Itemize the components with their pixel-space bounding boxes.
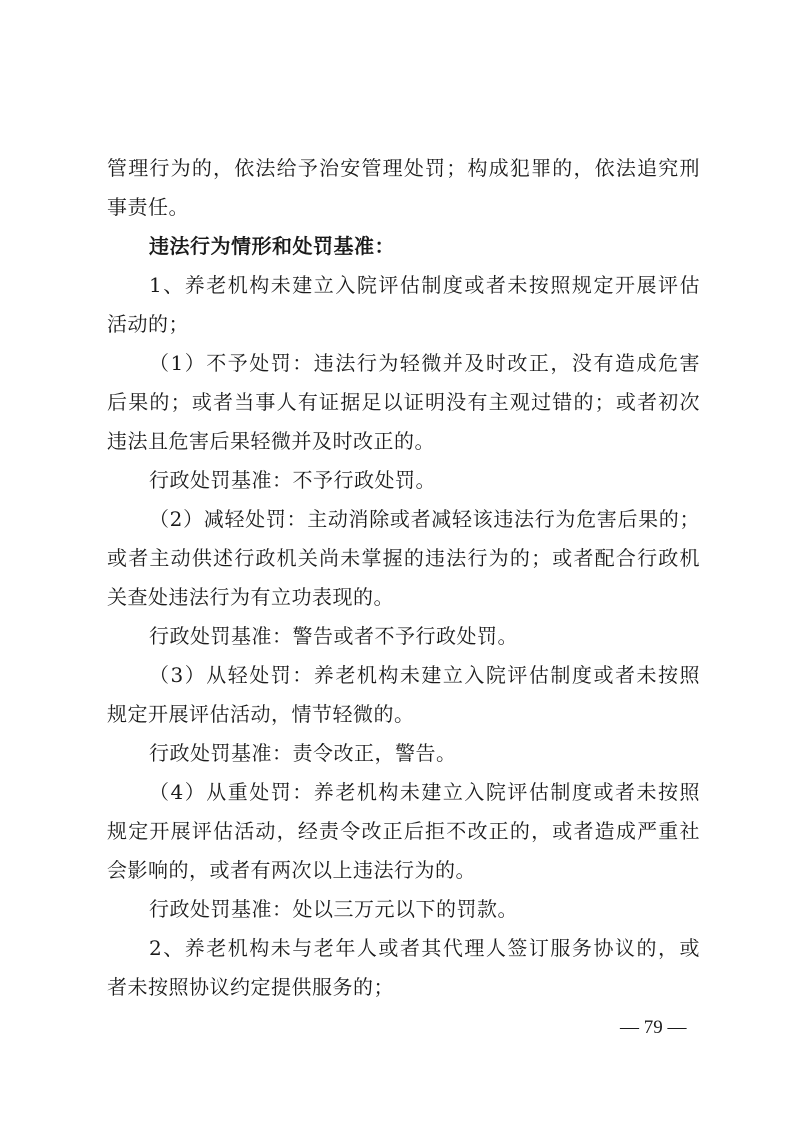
body-text-line: 事责任。 bbox=[107, 195, 189, 219]
body-text-line: 管理行为的，依法给予治安管理处罚；构成犯罪的，依法追究刑 bbox=[107, 156, 700, 180]
item-2-line: 者未按照协议约定提供服务的； bbox=[107, 975, 394, 999]
item-1-line: 活动的； bbox=[107, 312, 189, 336]
item-2-line: 2、养老机构未与老年人或者其代理人签订服务协议的，或 bbox=[149, 936, 700, 960]
clause-1-line: 违法且危害后果轻微并及时改正的。 bbox=[107, 429, 435, 453]
clause-4-line: （4）从重处罚：养老机构未建立入院评估制度或者未按照 bbox=[149, 780, 700, 804]
clause-2-line: 或者主动供述行政机关尚未掌握的违法行为的；或者配合行政机 bbox=[107, 546, 700, 570]
clause-3-line: 规定开展评估活动，情节轻微的。 bbox=[107, 702, 415, 726]
clause-1-line: 后果的；或者当事人有证据足以证明没有主观过错的；或者初次 bbox=[107, 390, 700, 414]
page-number: — 79 — bbox=[620, 1017, 687, 1038]
section-heading: 违法行为情形和处罚基准： bbox=[149, 234, 395, 258]
clause-2-line: 关查处违法行为有立功表现的。 bbox=[107, 585, 394, 609]
clause-4-line: 规定开展评估活动，经责令改正后拒不改正的，或者造成严重社 bbox=[107, 819, 700, 843]
penalty-standard: 行政处罚基准：警告或者不予行政处罚。 bbox=[149, 624, 518, 648]
penalty-standard: 行政处罚基准：处以三万元以下的罚款。 bbox=[149, 897, 518, 921]
clause-3-line: （3）从轻处罚：养老机构未建立入院评估制度或者未按照 bbox=[149, 663, 700, 687]
penalty-standard: 行政处罚基准：不予行政处罚。 bbox=[149, 468, 436, 492]
item-1-line: 1、养老机构未建立入院评估制度或者未按照规定开展评估 bbox=[149, 273, 700, 297]
penalty-standard: 行政处罚基准：责令改正，警告。 bbox=[149, 741, 457, 765]
clause-4-line: 会影响的，或者有两次以上违法行为的。 bbox=[107, 858, 476, 882]
clause-1-line: （1）不予处罚：违法行为轻微并及时改正，没有造成危害 bbox=[149, 351, 700, 375]
clause-2-line: （2）减轻处罚：主动消除或者减轻该违法行为危害后果的； bbox=[149, 507, 700, 531]
